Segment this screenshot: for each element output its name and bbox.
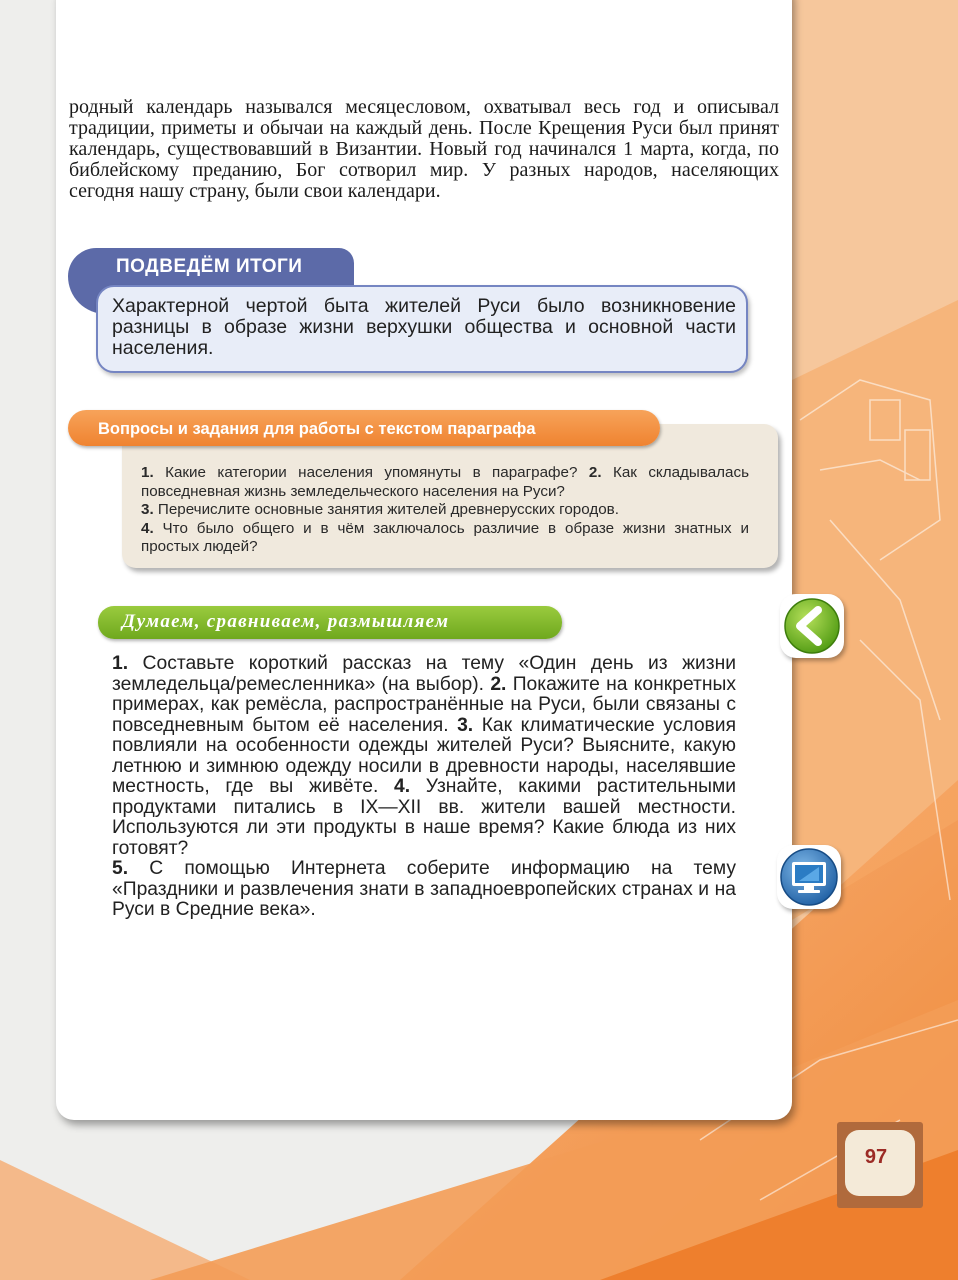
task-number: 5. xyxy=(112,858,129,879)
intro-paragraph: родный календарь назывался месяцесловом, охватывал весь год и описывал традиции, приметы и обычаи на каждый день. После Крещения Руси был принят календарь, существовавший в Византии. Новый год начинался 1 марта, когда, по библейскому преданию, Бог сотворил мир. У разных народов, населяющих сегодня нашу страну, были свои календари. xyxy=(69,96,779,202)
thinking-title: Думаем, сравниваем, размышляем xyxy=(122,611,450,632)
back-button[interactable] xyxy=(780,594,844,658)
computer-button[interactable] xyxy=(777,845,841,909)
question-number: 3. xyxy=(141,501,154,518)
question-text: Перечислите основные занятия жителей древнерусских городов. xyxy=(157,501,619,518)
computer-monitor-icon xyxy=(777,845,841,909)
task-number: 2. xyxy=(490,673,507,695)
task-number: 1. xyxy=(112,653,129,674)
questions-list xyxy=(141,464,749,557)
task-text: Как климатические условия повлияли на особенности одежды жителей Руси? Выясните, какую летнюю и зимнюю одежду носили в древности народы, населявшие местность, где вы живёте. xyxy=(112,714,737,797)
task-text: Покажите на конкретных примерах, как ремёсла, распространённые на Руси, были связаны с повседневным бытом её населения. xyxy=(112,673,737,736)
summary-text: Характерной чертой быта жителей Руси было возникновение разницы в образе жизни верхушки общества и основной части населения. xyxy=(112,295,736,359)
task-text: С помощью Интернета соберите информацию на тему «Праздники и развлечения знати в западноевропейских странах и на Руси в Средние века». xyxy=(112,858,736,920)
question-number: 4. xyxy=(141,519,154,537)
question-number: 2. xyxy=(588,464,602,481)
task-text: Узнайте, какими растительными продуктами питались в IX—XII вв. жители вашей местности. Используются ли эти продукты в наше время? Какие блюда из них готовят? xyxy=(112,776,737,859)
questions-title: Вопросы и задания для работы с текстом параграфа xyxy=(98,420,536,438)
question-text: Какие категории населения упомянуты в параграфе? xyxy=(165,464,578,481)
question-text: Как складывалась повседневная жизнь земледельческого населения на Руси? xyxy=(141,464,749,500)
thinking-tasks xyxy=(112,654,736,921)
page-number: 97 xyxy=(864,1146,888,1168)
task-number: 4. xyxy=(394,776,411,797)
question-number: 1. xyxy=(141,464,154,481)
task-text: Составьте короткий рассказ на тему «Один день из жизни земледельца/ремесленника» (на выбор). xyxy=(112,653,737,695)
question-text: Что было общего и в чём заключалось различие в образе жизни знатных и простых людей? xyxy=(141,519,749,555)
summary-title: ПОДВЕДЁМ ИТОГИ xyxy=(116,256,303,277)
chevron-left-icon xyxy=(780,594,844,658)
page-number-badge xyxy=(837,1122,923,1208)
task-number: 3. xyxy=(457,714,474,736)
